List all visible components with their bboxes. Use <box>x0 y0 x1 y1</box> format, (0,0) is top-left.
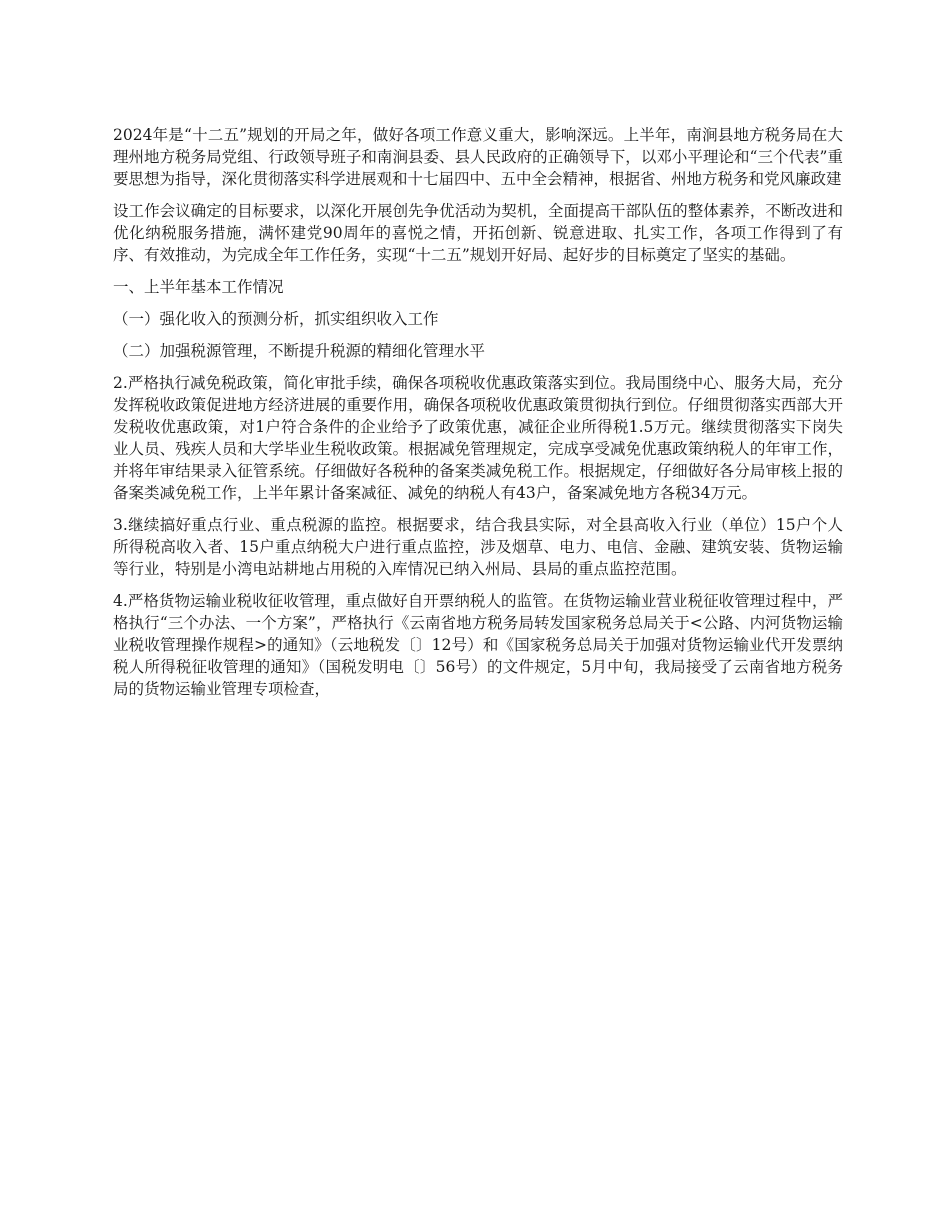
subsection-heading-2: （二）加强税源管理，不断提升税源的精细化管理水平 <box>113 342 486 360</box>
subsection-heading-1: （一）强化收入的预测分析，抓实组织收入工作 <box>113 310 439 328</box>
section-heading: 一、上半年基本工作情况 <box>113 278 284 296</box>
item-3-paragraph: 3.继续搞好重点行业、重点税源的监控。根据要求，结合我县实际，对全县高收入行业（单位）15户个人所得税高收入者、15户重点纳税大户进行重点监控，涉及烟草、电力、电信、金融、建筑安装、货物运输等行业，特别是小湾电站耕地占用税的入库情况已纳入州局、县局的重点监控范围。 <box>113 516 843 578</box>
item-4-paragraph: 4.严格货物运输业税收征收管理，重点做好自开票纳税人的监管。在货物运输业营业税征收管理过程中，严格执行“三个办法、一个方案”，严格执行《云南省地方税务局转发国家税务总局关于<公路、内河货物运输业税收管理操作规程>的通知》（云地税发〔〕12号）和《国家税务总局关于加强对货物运输业代开发票纳税人所得税征收管理的通知》（国税发明电〔〕56号）的文件规定，5月中旬，我局接受了云南省地方税务局的货物运输业管理专项检查， <box>113 592 843 698</box>
document-body <box>113 124 843 710</box>
intro-continued-paragraph: 设工作会议确定的目标要求，以深化开展创先争优活动为契机，全面提高干部队伍的整体素养，不断改进和优化纳税服务措施，满怀建党90周年的喜悦之情，开拓创新、锐意进取、扎实工作，各项工作得到了有序、有效推动，为完成全年工作任务，实现“十二五”规划开好局、起好步的目标奠定了坚实的基础。 <box>113 202 843 264</box>
item-2-paragraph: 2.严格执行减免税政策，简化审批手续，确保各项税收优惠政策落实到位。我局围绕中心、服务大局，充分发挥税收政策促进地方经济进展的重要作用，确保各项税收优惠政策贯彻执行到位。仔细贯彻落实西部大开发税收优惠政策，对1户符合条件的企业给予了政策优惠，减征企业所得税1.5万元。继续贯彻落实下岗失业人员、残疾人员和大学毕业生税收政策。根据减免管理规定，完成享受减免优惠政策纳税人的年审工作，并将年审结果录入征管系统。仔细做好各税种的备案类减免税工作。根据规定，仔细做好各分局审核上报的备案类减免税工作，上半年累计备案减征、减免的纳税人有43户，备案减免地方各税34万元。 <box>113 374 843 502</box>
intro-paragraph: 2024年是“十二五”规划的开局之年，做好各项工作意义重大，影响深远。上半年，南涧县地方税务局在大理州地方税务局党组、行政领导班子和南涧县委、县人民政府的正确领导下，以邓小平理论和“三个代表”重要思想为指导，深化贯彻落实科学进展观和十七届四中、五中全会精神，根据省、州地方税务和党风廉政建 <box>113 126 843 188</box>
